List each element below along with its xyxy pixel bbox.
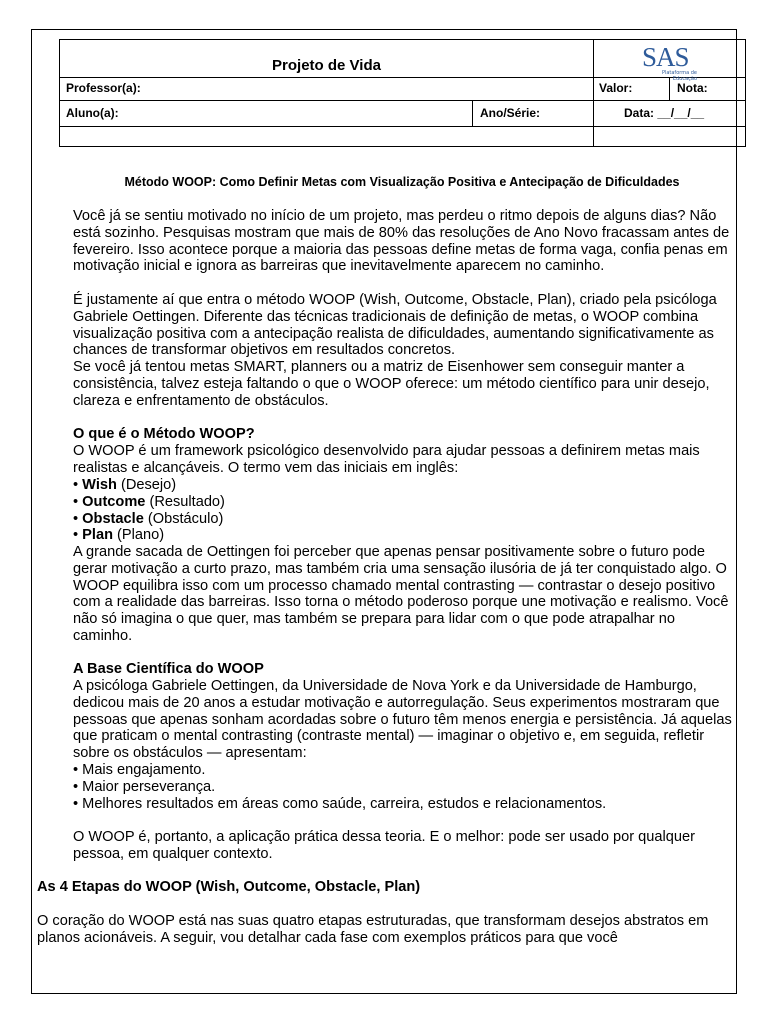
- document-subtitle: Método WOOP: Como Definir Metas com Visualização Positiva e Antecipação de Dificuldades: [124, 175, 680, 189]
- list-item: • Obstacle (Obstáculo): [73, 510, 224, 527]
- logo-subtitle: Plataforma de Educação: [661, 70, 697, 82]
- intro-paragraph-3: Se você já tentou metas SMART, planners ou a matriz de Eisenhower sem conseguir manter a consistência, talvez esteja faltando o que o WOOP oferece: um método científico para unir desejo, clareza e enfrentamento de obstáculos.: [73, 359, 710, 409]
- sas-logo: [642, 42, 697, 82]
- professor-field[interactable]: Professor(a):: [66, 81, 141, 95]
- section-heading-science: A Base Científica do WOOP: [73, 661, 264, 677]
- intro-paragraph-2: É justamente aí que entra o método WOOP (Wish, Outcome, Obstacle, Plan), criado pela psicóloga Gabriele Oettingen. Diferente das técnicas tradicionais de definição de metas, o WOOP combina visualização positiva com a antecipação realista de dificuldades, aumentando significativamente as chances de transformar objetivos em resultados concretos.: [73, 292, 717, 359]
- divider: [60, 100, 746, 101]
- list-item: • Maior perseverança.: [73, 778, 216, 795]
- list-item: • Outcome (Resultado): [73, 493, 225, 510]
- aluno-field[interactable]: Aluno(a):: [66, 106, 119, 120]
- ano-serie-field[interactable]: Ano/Série:: [480, 106, 541, 120]
- section-heading-stages: As 4 Etapas do WOOP (Wish, Outcome, Obstacle, Plan): [37, 879, 421, 895]
- what-is-paragraph-2: A grande sacada de Oettingen foi perceber que apenas pensar positivamente sobre o futuro pode gerar motivação a curto prazo, mas também cria uma sensação ilusória de já ter conquistado algo. O WOOP equilibra isso com um processo chamado mental contrasting — contrastar o desejo positivo com a realidade das barreiras. Isso torna o método poderoso porque une motivação e realismo. Você não só imagina o que quer, mas também se prepara para lidar com o que pode atrapalhar no caminho.: [73, 544, 729, 644]
- divider: [593, 40, 594, 147]
- list-item: • Mais engajamento.: [73, 762, 206, 778]
- woop-list: [73, 477, 735, 544]
- what-is-paragraph-1: O WOOP é um framework psicológico desenvolvido para ajudar pessoas a definirem metas mais realistas e alcançáveis. O termo vem das iniciais em inglês:: [73, 443, 700, 476]
- divider: [60, 126, 746, 127]
- header-table: [59, 39, 746, 147]
- data-field[interactable]: Data: __/__/__: [624, 106, 705, 120]
- logo-text: SAS: [642, 42, 689, 72]
- section-heading-what-is: O que é o Método WOOP?: [73, 426, 255, 442]
- science-paragraph-1: A psicóloga Gabriele Oettingen, da Universidade de Nova York e da Universidade de Hamburgo, dedicou mais de 20 anos a estudar motivação e autorregulação. Seus experimentos mostraram que pessoas que apenas sonham acordadas sobre o futuro têm menos energia e persistência. Já aquelas que praticam o mental contrasting (contraste mental) — imaginar o objetivo e, em seguida, refletir sobre os obstáculos — apresentam:: [73, 678, 732, 762]
- valor-field[interactable]: Valor:: [599, 81, 633, 95]
- intro-paragraph-1: Você já se sentiu motivado no início de um projeto, mas perdeu o ritmo depois de alguns dias? Não está sozinho. Pesquisas mostram que mais de 80% das resoluções de Ano Novo fracassam antes de fevereiro. Isso acontece porque a maioria das pessoas define metas de forma vaga, confia penas em motivação inicial e ignora as barreiras que inevitavelmente aparecem no caminho.: [73, 208, 730, 275]
- list-item: • Wish (Desejo): [73, 477, 177, 493]
- divider: [472, 100, 473, 127]
- science-list: [73, 762, 735, 812]
- science-paragraph-2: O WOOP é, portanto, a aplicação prática dessa teoria. E o melhor: pode ser usado por qualquer pessoa, em qualquer contexto.: [73, 829, 695, 862]
- list-item: • Plan (Plano): [73, 527, 165, 544]
- page-title: Projeto de Vida: [272, 57, 381, 74]
- list-item: • Melhores resultados em áreas como saúde, carreira, estudos e relacionamentos.: [73, 795, 607, 812]
- stages-paragraph-1: O coração do WOOP está nas suas quatro etapas estruturadas, que transformam desejos abstratos em planos acionáveis. A seguir, vou detalhar cada fase com exemplos práticos para que você: [37, 913, 709, 946]
- nota-field[interactable]: Nota:: [677, 81, 708, 95]
